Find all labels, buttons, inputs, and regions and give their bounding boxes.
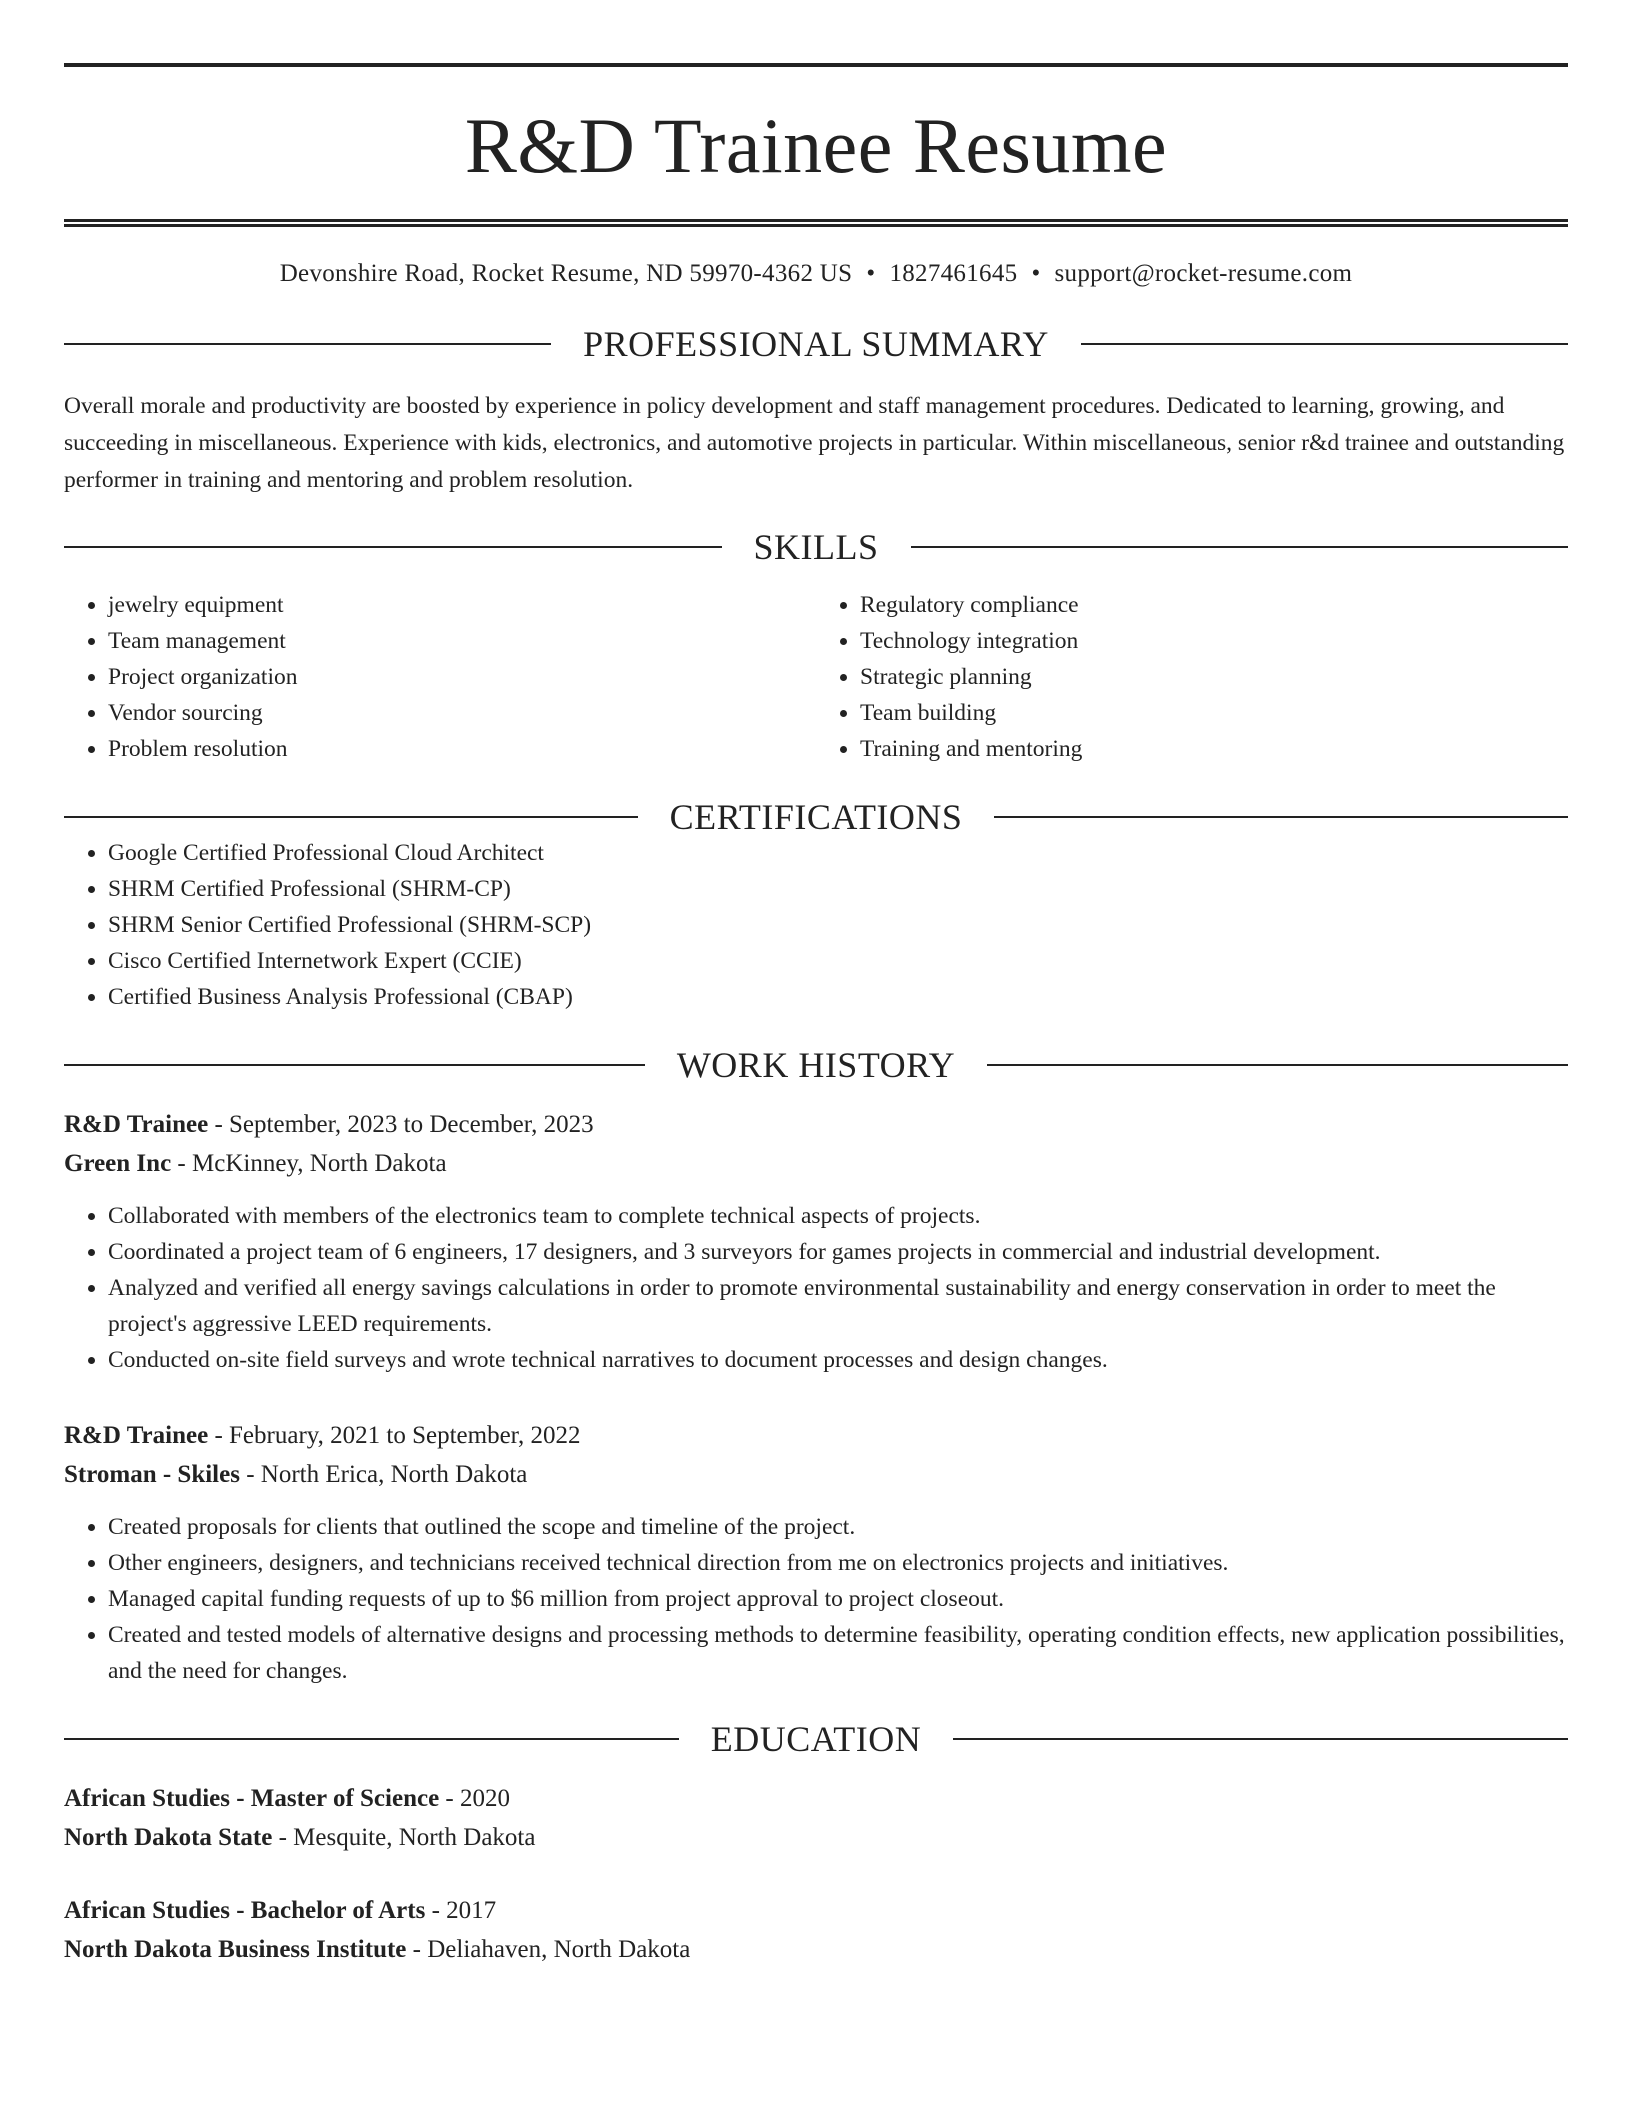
- job-bullet: • Conducted on-site field surveys and wrote technical narratives to document processes and design changes.: [108, 1342, 1568, 1378]
- contact-phone: 1827461645: [889, 260, 1018, 287]
- contact-line: [64, 261, 1568, 286]
- contact-address: Devonshire Road, Rocket Resume, ND 59970-4362 US: [279, 260, 853, 287]
- skill-item: • Strategic planning: [860, 659, 1568, 695]
- job-location: - North Erica, North Dakota: [239, 1461, 528, 1488]
- job-location: - McKinney, North Dakota: [171, 1150, 447, 1177]
- section-title: SKILLS: [753, 527, 879, 567]
- section-rule-right: [994, 816, 1568, 818]
- skill-item: • Technology integration: [860, 623, 1568, 659]
- section-rule-left: [64, 343, 551, 345]
- job-bullet: • Coordinated a project team of 6 engineers, 17 designers, and 3 surveyors for games projects in commercial and industrial development.: [108, 1234, 1568, 1270]
- contact-separator: •: [866, 260, 876, 287]
- job-bullets: [64, 1198, 1568, 1378]
- job-bullet: • Collaborated with members of the electronics team to complete technical aspects of projects.: [108, 1198, 1568, 1234]
- education-school-line: [64, 1930, 1568, 1969]
- contact-separator: •: [1031, 260, 1041, 287]
- job-bullets: [64, 1509, 1568, 1689]
- certification-item: • Cisco Certified Internetwork Expert (CCIE): [108, 943, 1568, 979]
- section-title: WORK HISTORY: [676, 1045, 956, 1085]
- section-rule-right: [1081, 343, 1568, 345]
- skill-item: • Regulatory compliance: [860, 587, 1568, 623]
- top-rule: [64, 63, 1568, 67]
- title-double-rule: [64, 219, 1568, 227]
- section-title: PROFESSIONAL SUMMARY: [583, 324, 1049, 364]
- skills-list-right: [816, 587, 1568, 767]
- skill-item: • Training and mentoring: [860, 731, 1568, 767]
- job-company: Stroman - Skiles: [64, 1461, 240, 1488]
- section-rule-left: [64, 1064, 645, 1066]
- section-header-work-history: [64, 1047, 1568, 1083]
- skill-item: • Project organization: [108, 659, 816, 695]
- job-company-line: [64, 1455, 1568, 1494]
- section-header-education: [64, 1721, 1568, 1757]
- job-role: R&D Trainee: [64, 1422, 209, 1449]
- job-bullet: • Created and tested models of alternative designs and processing methods to determine feasibility, operating condition effects, new application possibilities, and the need for changes.: [108, 1617, 1568, 1689]
- resume-title: R&D Trainee Resume: [464, 102, 1168, 189]
- education-entry: [64, 1779, 1568, 1857]
- education-school: North Dakota Business Institute: [64, 1936, 407, 1963]
- education-year: - 2020: [439, 1785, 510, 1812]
- education-entry: [64, 1891, 1568, 1969]
- skill-item: • Problem resolution: [108, 731, 816, 767]
- certification-item: • Certified Business Analysis Professional (CBAP): [108, 979, 1568, 1015]
- job-dates: - September, 2023 to December, 2023: [208, 1111, 594, 1138]
- skill-item: • Team building: [860, 695, 1568, 731]
- education-degree: African Studies - Master of Science: [64, 1785, 440, 1812]
- job-company: Green Inc: [64, 1150, 172, 1177]
- job-entry: [64, 1105, 1568, 1378]
- section-rule-left: [64, 1738, 679, 1740]
- education-school-line: [64, 1818, 1568, 1857]
- certification-item: • Google Certified Professional Cloud Architect: [108, 835, 1568, 871]
- section-rule-right: [953, 1738, 1568, 1740]
- section-rule-right: [987, 1064, 1568, 1066]
- contact-email: support@rocket-resume.com: [1054, 260, 1353, 287]
- education-year: - 2017: [425, 1897, 497, 1924]
- job-role-line: [64, 1416, 1568, 1455]
- job-bullet: • Analyzed and verified all energy savings calculations in order to promote environmental sustainability and energy conservation in order to meet the project's aggressive LEED requirements.: [108, 1270, 1568, 1342]
- job-bullet: • Other engineers, designers, and technicians received technical direction from me on electronics projects and initiatives.: [108, 1545, 1568, 1581]
- skills-column-left: [64, 587, 816, 767]
- certifications-list: [64, 835, 1568, 1015]
- job-bullet: • Created proposals for clients that outlined the scope and timeline of the project.: [108, 1509, 1568, 1545]
- certification-item: • SHRM Certified Professional (SHRM-CP): [108, 871, 1568, 907]
- job-dates: - February, 2021 to September, 2022: [208, 1422, 581, 1449]
- section-title: EDUCATION: [710, 1719, 922, 1759]
- section-title: CERTIFICATIONS: [669, 797, 963, 837]
- skills-list-left: [64, 587, 816, 767]
- summary-text: Overall morale and productivity are boosted by experience in policy development and staff management procedures. Dedicated to learning, growing, and succeeding in miscellaneous. Experience with kids, electronics, and automotive projects in particular. Within miscellaneous, senior r&d trainee and outstanding performer in training and mentoring and problem resolution.: [64, 393, 1565, 493]
- education-location: - Mesquite, North Dakota: [272, 1824, 536, 1851]
- education-location: - Deliahaven, North Dakota: [406, 1936, 691, 1963]
- education-school: North Dakota State: [64, 1824, 273, 1851]
- section-header-summary: [64, 326, 1568, 362]
- education-degree-line: [64, 1891, 1568, 1930]
- education-degree: African Studies - Bachelor of Arts: [64, 1897, 426, 1924]
- section-rule-left: [64, 546, 722, 548]
- section-header-certifications: [64, 799, 1568, 835]
- skills-column-right: [816, 587, 1568, 767]
- education-degree-line: [64, 1779, 1568, 1818]
- skill-item: • Vendor sourcing: [108, 695, 816, 731]
- section-rule-right: [911, 546, 1569, 548]
- section-header-skills: [64, 529, 1568, 565]
- job-role-line: [64, 1105, 1568, 1144]
- skill-item: • jewelry equipment: [108, 587, 816, 623]
- job-bullet: • Managed capital funding requests of up to $6 million from project approval to project closeout.: [108, 1581, 1568, 1617]
- job-company-line: [64, 1144, 1568, 1183]
- skills-grid: [64, 587, 1568, 767]
- job-role: R&D Trainee: [64, 1111, 209, 1138]
- job-entry: [64, 1416, 1568, 1689]
- section-rule-left: [64, 816, 638, 818]
- certification-item: • SHRM Senior Certified Professional (SHRM-SCP): [108, 907, 1568, 943]
- skill-item: • Team management: [108, 623, 816, 659]
